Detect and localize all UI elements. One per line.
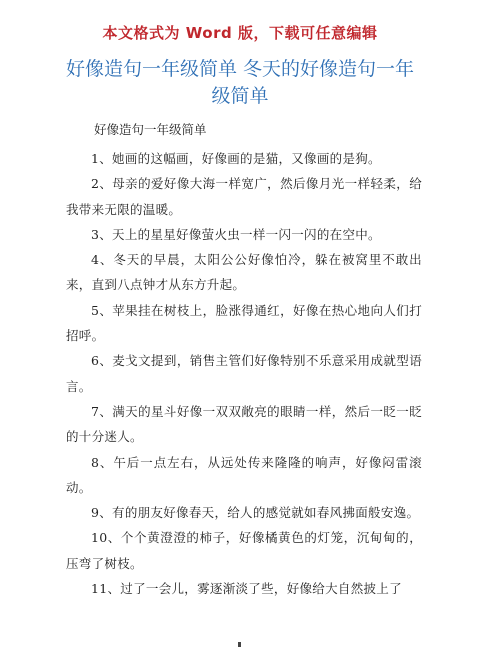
page-title-line-1: 好像造句一年级简单 冬天的好像造句一年 (65, 58, 415, 80)
document-body (66, 146, 422, 601)
page-title (40, 56, 440, 110)
paragraph-1: 1、她画的这幅画，好像画的是猫，又像画的是狗。 (91, 151, 381, 166)
paragraph-3: 3、天上的星星好像萤火虫一样一闪一闪的在空中。 (91, 226, 381, 242)
paragraph-4: 4、冬天的早晨，太阳公公好像怕冷，躲在被窝里不敢出来，直到八点钟才从东方升起。 (66, 252, 422, 293)
paragraph-5: 5、苹果挂在树枝上，脸涨得通红，好像在热心地向人们打招呼。 (66, 302, 422, 344)
paragraph-2: 2、母亲的爱好像大海一样宽广，然后像月光一样轻柔，给我带来无限的温暖。 (66, 176, 422, 217)
section-subheading: 好像造句一年级简单 (94, 122, 207, 137)
paragraph-7: 7、满天的星斗好像一双双敞亮的眼睛一样，然后一眨一眨的十分迷人。 (66, 403, 422, 445)
page-title-line-2: 级简单 (211, 85, 269, 107)
page-bottom-mark (238, 642, 241, 647)
editable-notice-banner: 本文格式为 Word 版，下载可任意编辑 (102, 24, 378, 42)
paragraph-9: 9、有的朋友好像春天，给人的感觉就如春风拂面般安逸。 (91, 505, 420, 521)
paragraph-10: 10、个个黄澄澄的柿子，好像橘黄色的灯笼，沉甸甸的，压弯了树枝。 (66, 530, 422, 571)
paragraph-6: 6、麦戈文提到，销售主管们好像特别不乐意采用成就型语言。 (66, 353, 422, 394)
paragraph-8: 8、午后一点左右，从远处传来隆隆的响声，好像闷雷滚动。 (66, 454, 422, 495)
paragraph-11: 11、过了一会儿，雾逐渐淡了些，好像给大自然披上了 (91, 581, 402, 597)
